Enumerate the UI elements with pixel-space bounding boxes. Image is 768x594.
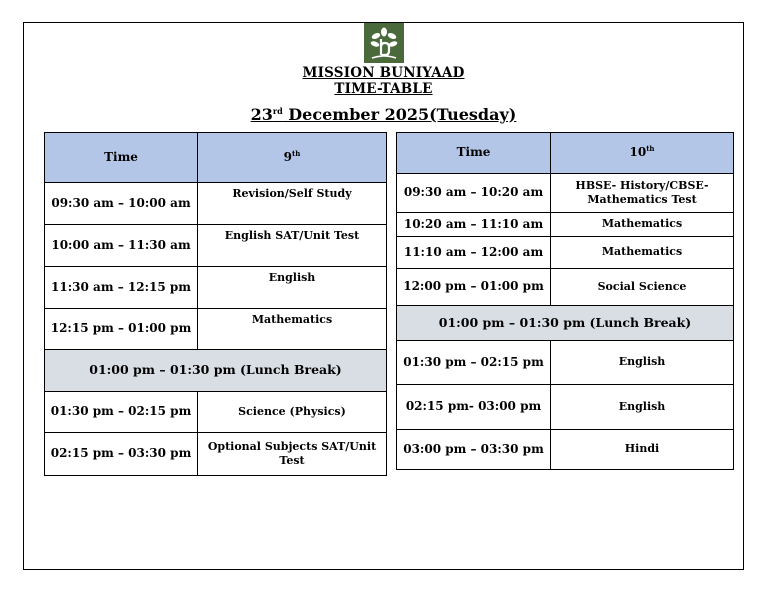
table-row: [397, 237, 734, 269]
document-title: TIME-TABLE: [334, 81, 433, 97]
table-row: [45, 309, 387, 350]
subject-cell: Hindi: [551, 430, 734, 470]
time-cell: 09:30 am – 10:20 am: [397, 174, 551, 213]
subject-cell: English: [551, 341, 734, 385]
class-9-timetable: [44, 132, 387, 476]
lunch-break-cell: 01:00 pm – 01:30 pm (Lunch Break): [45, 350, 387, 392]
table-row: [397, 269, 734, 306]
subject-cell: Science (Physics): [198, 392, 387, 433]
tree-logo-icon: [364, 23, 404, 63]
subject-cell: Mathematics: [551, 213, 734, 237]
table-row: [397, 385, 734, 430]
time-cell: 01:30 pm – 02:15 pm: [45, 392, 198, 433]
class-suffix: th: [292, 148, 301, 158]
subject-cell: English: [551, 385, 734, 430]
date-suffix: rd: [272, 106, 283, 116]
time-cell: 11:30 am – 12:15 pm: [45, 267, 198, 309]
time-cell: 01:30 pm – 02:15 pm: [397, 341, 551, 385]
subject-cell: English: [198, 267, 387, 309]
time-cell: 02:15 pm – 03:30 pm: [45, 433, 198, 476]
lunch-break-row: [45, 350, 387, 392]
time-cell: 10:00 am – 11:30 am: [45, 225, 198, 267]
class-number: 9: [283, 149, 293, 164]
time-cell: 11:10 am – 12:00 am: [397, 237, 551, 269]
class-column-header: [198, 133, 387, 183]
time-column-header: Time: [45, 133, 198, 183]
table-header-row: [397, 133, 734, 174]
table-row: [397, 430, 734, 470]
table-row: [45, 433, 387, 476]
timetable-page: [23, 22, 744, 570]
time-cell: 12:15 pm – 01:00 pm: [45, 309, 198, 350]
time-cell: 02:15 pm- 03:00 pm: [397, 385, 551, 430]
table-row: [45, 392, 387, 433]
time-column-header: Time: [397, 133, 551, 174]
subject-cell: English SAT/Unit Test: [198, 225, 387, 267]
class-suffix: th: [646, 144, 655, 154]
organization-title: MISSION BUNIYAAD: [302, 65, 465, 81]
table-row: [397, 213, 734, 237]
subject-cell: Optional Subjects SAT/Unit Test: [198, 433, 387, 476]
table-row: [45, 225, 387, 267]
time-cell: 03:00 pm – 03:30 pm: [397, 430, 551, 470]
table-row: [397, 174, 734, 213]
lunch-break-row: [397, 306, 734, 341]
time-cell: 12:00 pm – 01:00 pm: [397, 269, 551, 306]
subject-cell: Social Science: [551, 269, 734, 306]
class-number: 10: [629, 145, 647, 160]
table-row: [397, 341, 734, 385]
subject-cell: Revision/Self Study: [198, 183, 387, 225]
table-header-row: [45, 133, 387, 183]
subject-cell: HBSE- History/CBSE-Mathematics Test: [551, 174, 734, 213]
class-column-header: [551, 133, 734, 174]
date-rest: December 2025(Tuesday): [282, 105, 517, 124]
time-cell: 10:20 am – 11:10 am: [397, 213, 551, 237]
class-10-timetable: [396, 132, 734, 470]
date-day: 23: [250, 105, 273, 124]
lunch-break-cell: 01:00 pm – 01:30 pm (Lunch Break): [397, 306, 734, 341]
subject-cell: Mathematics: [551, 237, 734, 269]
time-cell: 09:30 am – 10:00 am: [45, 183, 198, 225]
table-row: [45, 183, 387, 225]
table-row: [45, 267, 387, 309]
subject-cell: Mathematics: [198, 309, 387, 350]
date-heading: [24, 105, 743, 124]
